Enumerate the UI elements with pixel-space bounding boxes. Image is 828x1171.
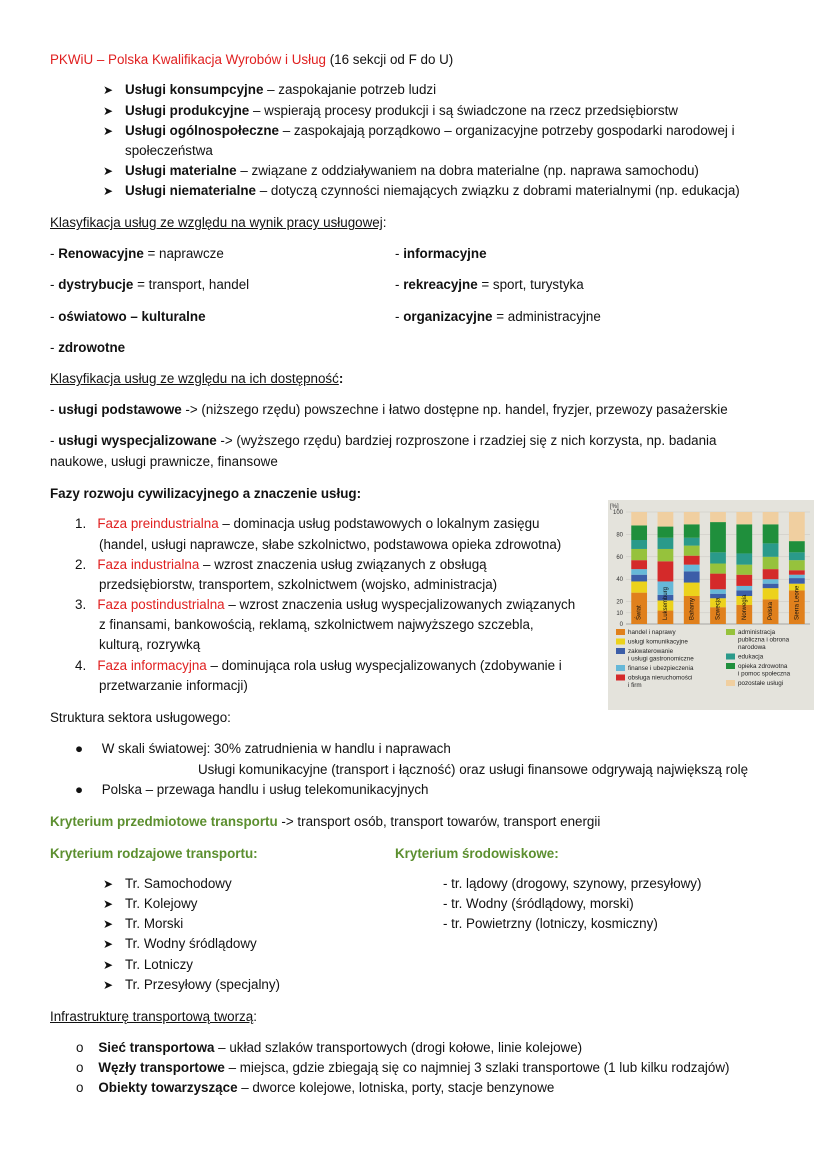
list-item: ➤ Tr. Morski xyxy=(103,916,184,931)
list-item: - tr. Powietrzny (lotniczy, kosmiczny) xyxy=(443,916,658,931)
bullet-icon: ● xyxy=(75,741,84,756)
legend-swatch xyxy=(616,648,625,654)
legend-label: i pomoc społeczna xyxy=(738,670,791,678)
classification-item: - oświatowo – kulturalne xyxy=(50,309,206,324)
infrastructure-heading: Infrastrukturę transportową tworzą: xyxy=(50,1009,257,1024)
bar-segment xyxy=(789,575,805,578)
legend-swatch xyxy=(726,654,735,660)
legend-label: edukacja xyxy=(738,653,764,661)
legend-label: finanse i ubezpieczenia xyxy=(628,665,694,672)
legend-label: pozostałe usługi xyxy=(738,680,784,687)
list-item: ➤ Usługi ogólnospołeczne – zaspokajają porządkowo – organizacyjne potrzeby gospodarki narodowej i xyxy=(103,123,735,138)
classification-result-heading: Klasyfikacja usług ze względu na wynik pracy usługowej: xyxy=(50,215,387,230)
circle-bullet-icon: o xyxy=(76,1080,84,1095)
classification-item: - informacyjne xyxy=(395,246,487,261)
list-item: ➤ Tr. Wodny śródlądowy xyxy=(103,936,257,951)
document-title xyxy=(50,52,453,67)
bar-segment xyxy=(763,524,779,543)
bar-segment xyxy=(684,538,700,546)
bar-segment xyxy=(631,540,647,549)
phases-heading: Fazy rozwoju cywilizacyjnego a znaczenie usług: xyxy=(50,486,362,501)
y-tick-label: 0 xyxy=(619,622,623,628)
structure-item: ● W skali światowej: 30% zatrudnienia w handlu i naprawach xyxy=(75,741,451,756)
y-axis-label: [%] xyxy=(610,504,619,510)
specialized-services: - usługi wyspecjalizowane -> (wyższego rzędu) bardziej rozproszone i rzadziej się z nich korzysta, np. badania xyxy=(50,433,717,448)
bar-segment xyxy=(631,512,647,525)
bar-segment xyxy=(736,575,752,586)
list-item: ➤ Tr. Kolejowy xyxy=(103,896,198,911)
structure-item-continuation: Usługi komunikacyjne (transport i łączność) oraz usługi finansowe odgrywają największą rolę xyxy=(198,762,749,777)
bar-segment xyxy=(763,543,779,556)
category-label: Bahamy xyxy=(689,597,696,620)
transport-subject-criterion: Kryterium przedmiotowe transportu -> transport osób, transport towarów, transport energii xyxy=(50,814,601,829)
legend-label: narodowa xyxy=(738,644,766,651)
category-label: Świat xyxy=(636,605,643,620)
bar-segment xyxy=(789,541,805,552)
legend-label: obsługa nieruchomości xyxy=(628,674,693,682)
bar-segment xyxy=(710,564,726,574)
list-item: ➤ Usługi konsumpcyjne – zaspokajanie potrzeb ludzi xyxy=(103,82,437,97)
stacked-bar-chart xyxy=(608,500,814,710)
y-tick-label: 60 xyxy=(616,554,623,561)
classification-item: - Renowacyjne = naprawcze xyxy=(50,246,224,261)
bar-segment xyxy=(789,512,805,541)
bar-segment xyxy=(631,569,647,575)
classification-item: - organizacyjne = administracyjne xyxy=(395,309,601,324)
bar-segment xyxy=(631,549,647,560)
bar-segment xyxy=(789,578,805,584)
circle-bullet-icon: o xyxy=(76,1060,84,1075)
legend-label: publiczna i obrona xyxy=(738,636,790,644)
specialized-services-continuation: naukowe, usługi prawnicze, finansowe xyxy=(50,454,278,469)
bar-segment xyxy=(684,524,700,537)
arrow-bullet-icon: ➤ xyxy=(103,877,114,891)
legend-swatch xyxy=(616,629,625,635)
list-item: o Węzły transportowe – miejsca, gdzie zbiegają się co najmniej 3 szlaki transportowe (1 lub kilku rodzajów) xyxy=(76,1060,730,1075)
arrow-bullet-icon: ➤ xyxy=(103,897,114,911)
y-tick-label: 10 xyxy=(616,610,623,617)
bar-segment xyxy=(789,570,805,574)
structure-heading: Struktura sektora usługowego: xyxy=(50,710,231,725)
legend-swatch xyxy=(616,675,625,681)
classification-item: - dystrybucje = transport, handel xyxy=(50,277,250,292)
bar-segment xyxy=(763,588,779,599)
bar-segment xyxy=(789,552,805,560)
bar-segment xyxy=(658,512,674,527)
services-structure-chart xyxy=(608,500,814,710)
phase-item-continuation: z finansami, bankowością, reklamą, szkolnictwem najwyższego szczebla, xyxy=(99,617,534,632)
y-tick-label: 20 xyxy=(616,599,623,606)
transport-env-heading: Kryterium środowiskowe: xyxy=(395,846,559,861)
basic-services: - usługi podstawowe -> (niższego rzędu) powszechne i łatwo dostępne np. handel, fryzjer, przewozy pasażerskie xyxy=(50,402,728,417)
legend-label: administracja xyxy=(738,629,776,636)
arrow-bullet-icon: ➤ xyxy=(103,917,114,931)
bar-segment xyxy=(631,581,647,592)
category-label: Szwecja xyxy=(715,597,722,620)
pkwiu-subtitle: (16 sekcji od F do U) xyxy=(329,52,454,67)
bar-segment xyxy=(684,556,700,565)
legend-label: i usługi gastronomiczne xyxy=(628,655,694,663)
bar-segment xyxy=(710,512,726,522)
bullet-icon: ● xyxy=(75,782,84,797)
bar-segment xyxy=(658,538,674,549)
arrow-bullet-icon: ➤ xyxy=(103,958,114,972)
bar-segment xyxy=(736,512,752,524)
bar-segment xyxy=(631,575,647,582)
phase-item: 2. Faza industrialna – wzrost znaczenia usług związanych z obsługą xyxy=(75,557,487,572)
phase-item: 1. Faza preindustrialna – dominacja usług podstawowych o lokalnym zasięgu xyxy=(75,516,540,531)
y-tick-label: 80 xyxy=(616,532,623,539)
list-item: - tr. lądowy (drogowy, szynowy, przesyłowy) xyxy=(443,876,702,891)
structure-item: ● Polska – przewaga handlu i usług telekomunikacyjnych xyxy=(75,782,429,797)
bar-segment xyxy=(789,560,805,570)
y-tick-label: 40 xyxy=(616,577,623,584)
legend-swatch xyxy=(616,639,625,645)
list-item: ➤ Tr. Lotniczy xyxy=(103,957,193,972)
list-item: o Obiekty towarzyszące – dworce kolejowe, lotniska, porty, stacje benzynowe xyxy=(76,1080,555,1095)
bar-segment xyxy=(763,557,779,569)
bar-segment xyxy=(710,552,726,563)
list-item: ➤ Usługi produkcyjne – wspierają procesy produkcji i są świadczone na rzecz przedsiębiorstw xyxy=(103,103,678,118)
legend-label: zakwaterowanie xyxy=(628,648,674,655)
bar-segment xyxy=(763,569,779,579)
list-item: ➤ Tr. Przesyłowy (specjalny) xyxy=(103,977,281,992)
bar-segment xyxy=(710,589,726,593)
phase-item: 4. Faza informacyjna – dominująca rola usług wyspecjalizowanych (zdobywanie i xyxy=(75,658,562,673)
arrow-bullet-icon: ➤ xyxy=(103,978,114,992)
category-label: Sierra Leone xyxy=(794,585,801,620)
bar-segment xyxy=(684,546,700,556)
bar-segment xyxy=(710,574,726,590)
bar-segment xyxy=(763,584,779,588)
classification-item: - zdrowotne xyxy=(50,340,126,355)
bar-segment xyxy=(763,512,779,524)
arrow-bullet-icon: ➤ xyxy=(103,83,114,97)
arrow-bullet-icon: ➤ xyxy=(103,124,114,138)
bar-segment xyxy=(684,565,700,572)
legend-label: opieka zdrowotna xyxy=(738,663,788,670)
pkwiu-title: PKWiU – Polska Kwalifikacja Wyrobów i Usług xyxy=(50,52,326,67)
legend-swatch xyxy=(726,680,735,686)
list-item: - tr. Wodny (śródlądowy, morski) xyxy=(443,896,634,911)
bar-segment xyxy=(710,594,726,598)
phase-item: 3. Faza postindustrialna – wzrost znaczenia usług wyspecjalizowanych związanych xyxy=(75,597,576,612)
legend-swatch xyxy=(726,629,735,635)
phase-item-continuation: kulturą, rozrywką xyxy=(99,637,201,652)
phase-item-continuation: (handel, usługi naprawcze, słabe szkolnictwo, podstawowa opieka zdrowotna) xyxy=(99,537,562,552)
legend-swatch xyxy=(726,663,735,669)
list-item: o Sieć transportowa – układ szlaków transportowych (drogi kołowe, linie kolejowe) xyxy=(76,1040,583,1055)
category-label: Norwegia xyxy=(741,594,748,620)
legend-swatch xyxy=(616,665,625,671)
y-tick-label: 100 xyxy=(612,510,623,516)
category-label: Luksemburg xyxy=(663,586,670,620)
arrow-bullet-icon: ➤ xyxy=(103,184,114,198)
bar-segment xyxy=(736,553,752,564)
transport-kind-heading: Kryterium rodzajowe transportu: xyxy=(50,846,258,861)
bar-segment xyxy=(684,512,700,524)
list-item: ➤ Usługi materialne – związane z oddziaływaniem na dobra materialne (np. naprawa samochodu) xyxy=(103,163,699,178)
bar-segment xyxy=(658,549,674,561)
list-item: ➤ Tr. Samochodowy xyxy=(103,876,232,891)
bar-segment xyxy=(710,522,726,552)
category-label: Polska xyxy=(768,601,775,620)
classification-access-heading: Klasyfikacja usług ze względu na ich dostępność: xyxy=(50,371,344,386)
bar-segment xyxy=(736,565,752,575)
legend-label: i firm xyxy=(628,682,642,689)
legend-label: usługi komunikacyjne xyxy=(628,638,688,646)
bar-segment xyxy=(736,586,752,590)
arrow-bullet-icon: ➤ xyxy=(103,104,114,118)
bar-segment xyxy=(658,527,674,538)
bar-segment xyxy=(684,583,700,596)
phase-item-continuation: przedsiębiorstw, transportem, szkolnictwem (wojsko, administracja) xyxy=(99,577,498,592)
bar-segment xyxy=(736,524,752,553)
classification-item: - rekreacyjne = sport, turystyka xyxy=(395,277,584,292)
list-item-continuation: społeczeństwa xyxy=(125,143,213,158)
circle-bullet-icon: o xyxy=(76,1040,84,1055)
phase-item-continuation: przetwarzanie informacji) xyxy=(99,678,248,693)
bar-segment xyxy=(658,561,674,581)
bar-segment xyxy=(684,571,700,582)
bar-segment xyxy=(631,560,647,569)
arrow-bullet-icon: ➤ xyxy=(103,937,114,951)
bar-segment xyxy=(631,525,647,540)
list-item: ➤ Usługi niematerialne – dotyczą czynności niemających związku z dobrami materialnymi (np. edukacja) xyxy=(103,183,740,198)
bar-segment xyxy=(763,579,779,583)
legend-label: handel i naprawy xyxy=(628,629,676,636)
arrow-bullet-icon: ➤ xyxy=(103,164,114,178)
